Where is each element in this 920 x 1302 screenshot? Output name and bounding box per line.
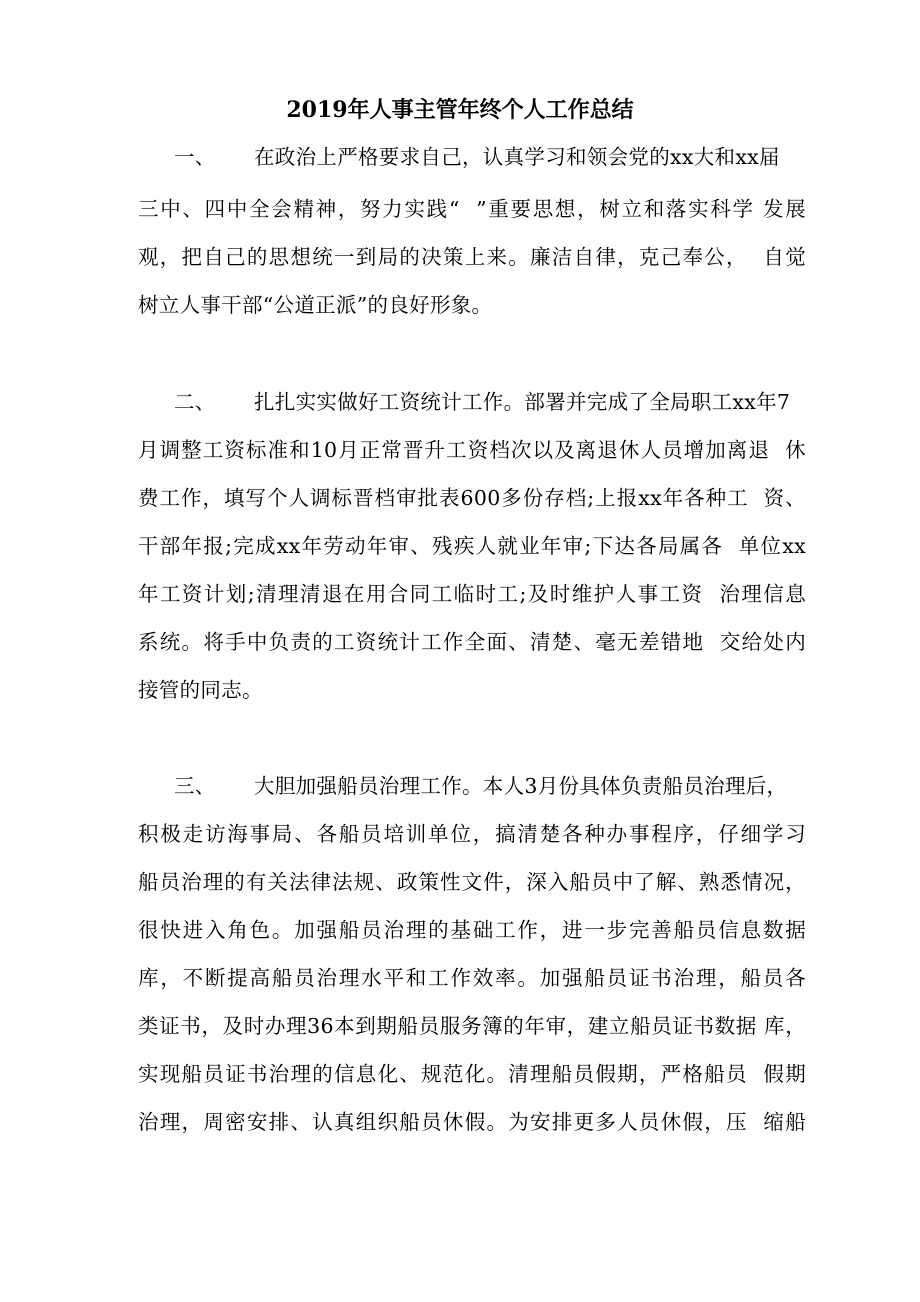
section-3-line-6: 类证书，及时办理36本到期船员服务簿的年审，建立船员证书数据 库， [138,1014,806,1038]
paragraph-text: 大胆加强船员治理工作。本人3月份具体负责船员治理后， [254,774,788,798]
section-2-line-4: 干部年报;完成xx年劳动年审、残疾人就业年审;下达各局属各 单位xx [138,534,806,558]
paragraph-text: 在政治上严格要求自己，认真学习和领会党的xx大和xx届 [254,145,780,169]
section-3-line-8: 治理，周密安排、认真组织船员休假。为安排更多人员休假，压 缩船 [138,1110,806,1134]
section-number: 二、 [174,390,216,414]
section-3-line-5: 库，不断提高船员治理水平和工作效率。加强船员证书治理，船员各 [138,966,806,990]
section-2-line-5: 年工资计划;清理清退在用合同工临时工;及时维护人事工资 治理信息 [138,582,806,606]
section-1-line-3: 观，把自己的思想统一到局的决策上来。廉洁自律，克己奉公， 自觉 [138,245,806,269]
section-2-line-6: 系统。将手中负责的工资统计工作全面、清楚、毫无差错地 交给处内 [138,630,806,654]
section-2-line-3: 费工作，填写个人调标晋档审批表600多份存档;上报xx年各种工 资、 [138,486,806,510]
section-number: 一、 [174,145,216,169]
section-3-line-1 [138,771,806,801]
section-3-line-3: 船员治理的有关法律法规、政策性文件，深入船员中了解、熟悉情况， [138,870,806,894]
section-1-line-2: 三中、四中全会精神，努力实践“ ”重要思想，树立和落实科学 发展 [138,197,806,221]
section-2-line-7: 接管的同志。 [138,678,263,702]
section-2-line-2: 月调整工资标准和10月正常晋升工资档次以及离退休人员增加离退 休 [138,438,806,462]
document-title: 2019年人事主管年终个人工作总结 [286,97,634,123]
section-3-line-7: 实现船员证书治理的信息化、规范化。清理船员假期，严格船员 假期 [138,1062,806,1086]
section-1-line-4: 树立人事干部“公道正派”的良好形象。 [138,293,493,317]
section-number: 三、 [174,774,216,798]
section-3-line-4: 很快进入角色。加强船员治理的基础工作，进一步完善船员信息数据 [138,918,806,942]
section-2-line-1 [138,387,806,417]
section-3-line-2: 积极走访海事局、各船员培训单位，搞清楚各种办事程序，仔细学习 [138,822,806,846]
paragraph-text: 扎扎实实做好工资统计工作。部署并完成了全局职工xx年7 [254,390,791,414]
section-1-line-1 [138,142,806,172]
